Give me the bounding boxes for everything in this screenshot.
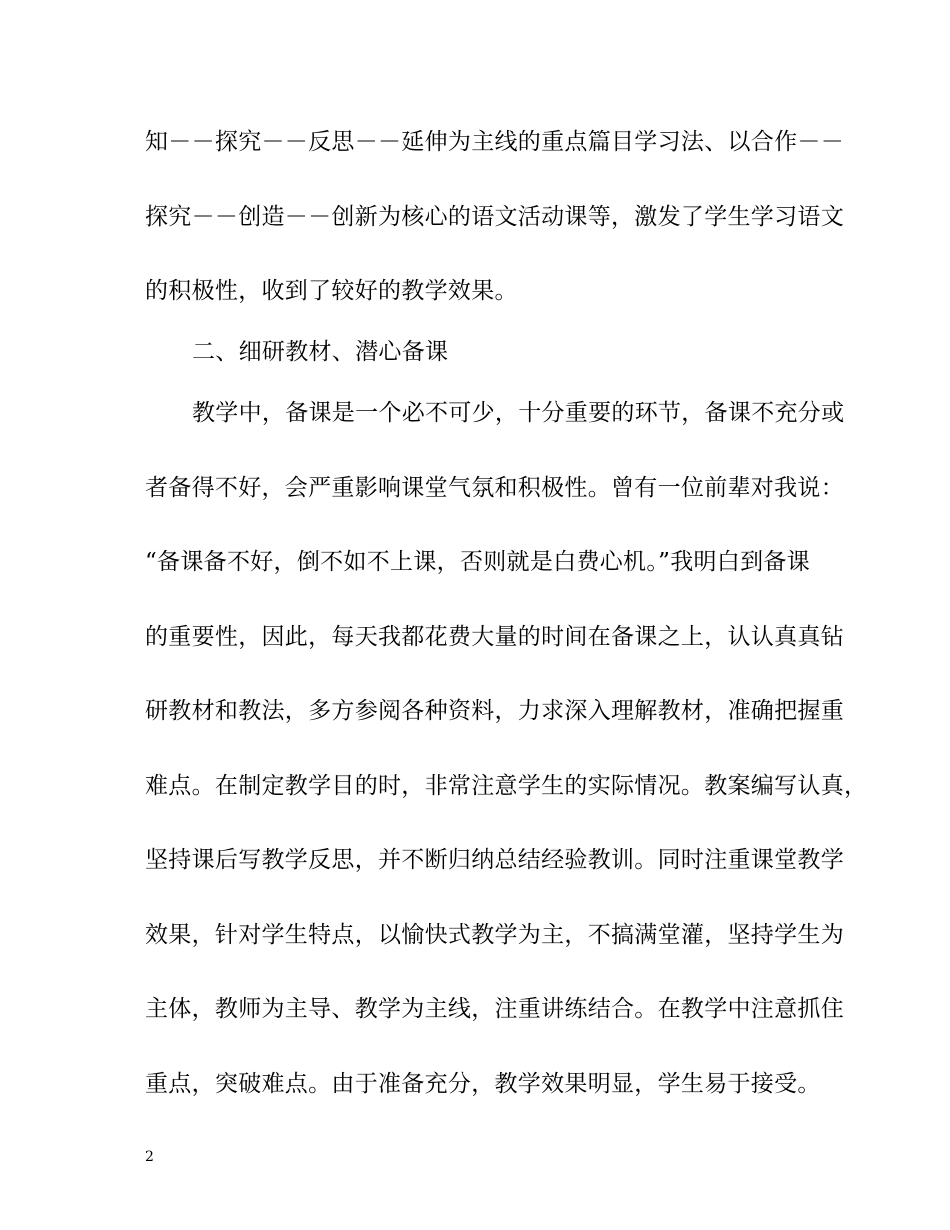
text-line: 的重要性，因此，每天我都花费大量的时间在备课之上，认认真真钻 <box>145 624 844 650</box>
text-line: 研教材和教法，多方参阅各种资料，力求深入理解教材，准确把握重 <box>145 698 844 724</box>
text-line: 者备得不好，会严重影响课堂气氛和积极性。曾有一位前辈对我说： <box>145 475 844 501</box>
text-line: 主体，教师为主导、教学为主线，注重讲练结合。在教学中注意抓住 <box>145 996 844 1022</box>
text-line: 重点，突破难点。由于准备充分，教学效果明显，学生易于接受。 <box>145 1071 821 1097</box>
text-line: 知－－探究－－反思－－延伸为主线的重点篇目学习法、以合作－－ <box>145 129 844 155</box>
text-line: 效果，针对学生特点，以愉快式教学为主，不搞满堂灌，坚持学生为 <box>145 922 844 948</box>
text-line: “备课备不好，倒不如不上课，否则就是白费心机。”我明白到备课 <box>145 549 811 575</box>
text-line: 坚持课后写教学反思，并不断归纳总结经验教训。同时注重课堂教学 <box>145 847 844 873</box>
text-line: 探究－－创造－－创新为核心的语文活动课等，激发了学生学习语文 <box>145 204 844 230</box>
page-number: 2 <box>145 1149 154 1165</box>
text-line: 教学中，备课是一个必不可少，十分重要的环节，备课不充分或 <box>192 400 845 426</box>
text-line: 难点。在制定教学目的时，非常注意学生的实际情况。教案编写认真， <box>145 773 868 799</box>
section-heading: 二、细研教材、潜心备课 <box>192 339 449 365</box>
text-line: 的积极性，收到了较好的教学效果。 <box>145 278 518 304</box>
